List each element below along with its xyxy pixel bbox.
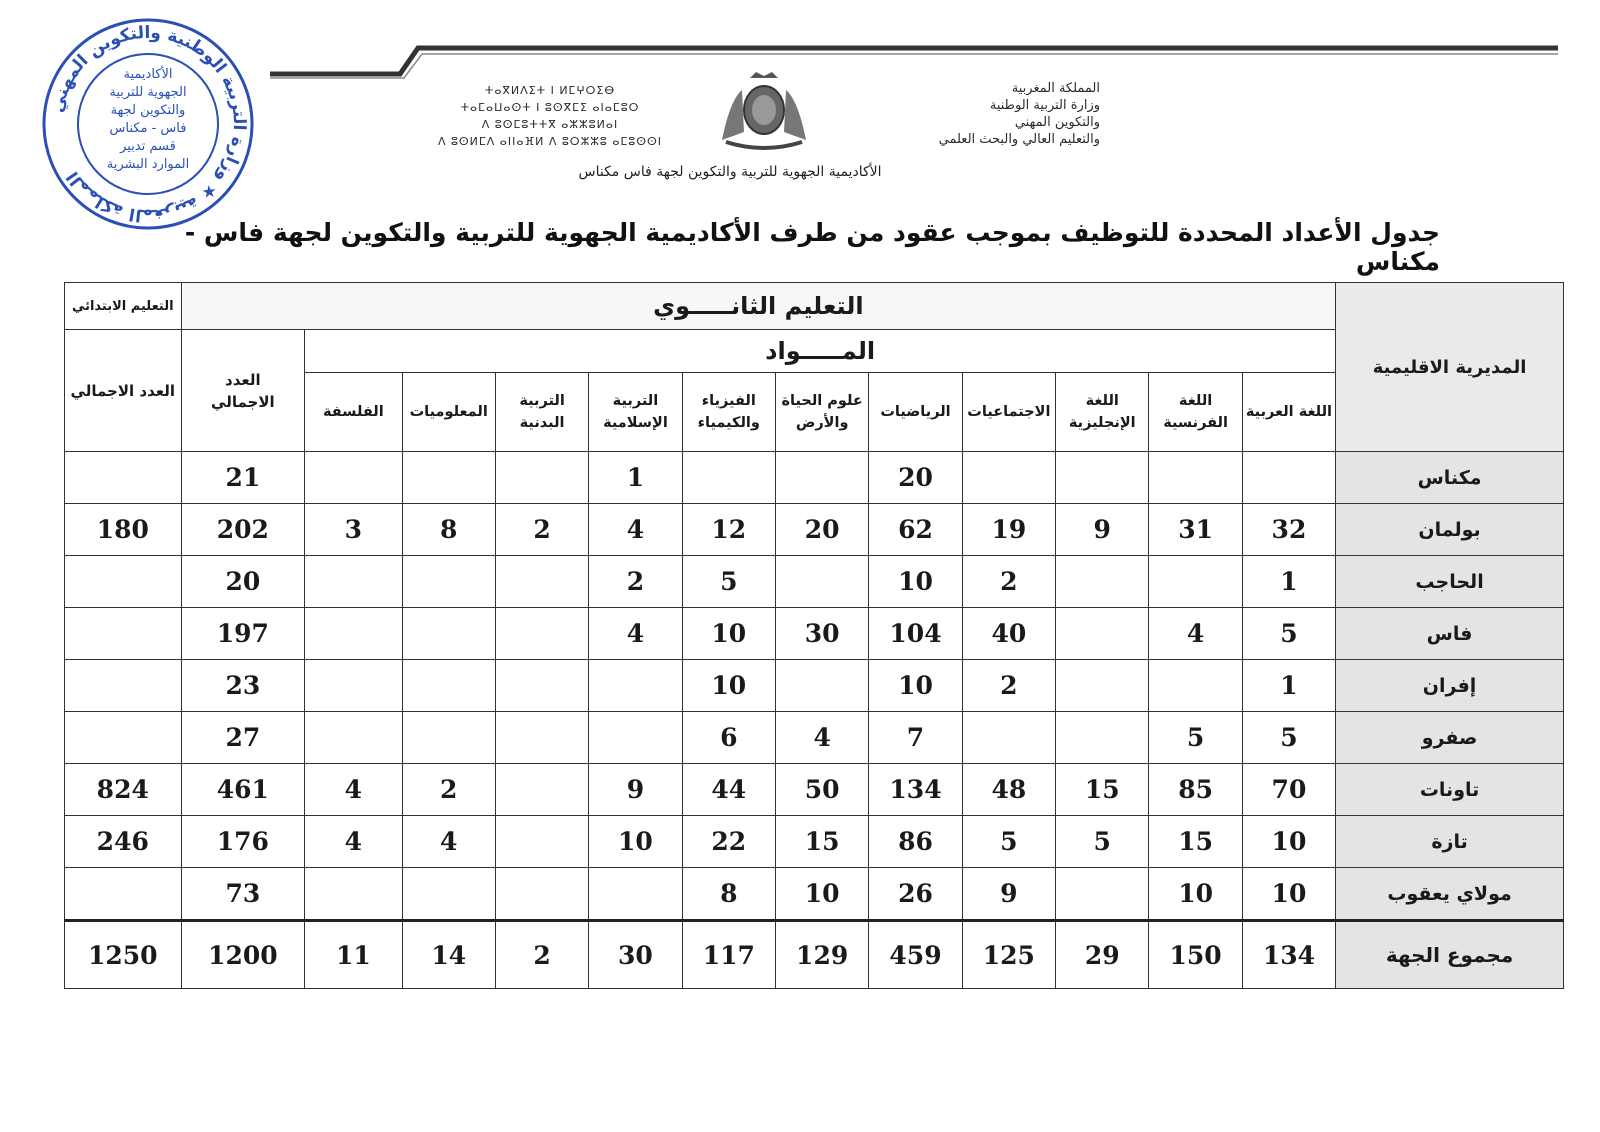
subject-count [1242,452,1335,504]
region-name: مجموع الجهة [1336,921,1564,989]
letterhead-line: وزارة التربية الوطنية [989,98,1100,113]
subject-count: 1 [1242,556,1335,608]
total-row [65,921,1564,989]
header-primary: التعليم الابتدائي [65,283,182,330]
primary-total: 180 [65,504,182,556]
subject-count: 10 [682,660,775,712]
subject-count: 10 [1242,868,1335,921]
primary-total: 246 [65,816,182,868]
subject-count: 30 [589,921,682,989]
subject-count [495,452,588,504]
subject-count: 1 [1242,660,1335,712]
secondary-total: 202 [181,504,305,556]
table-row [65,608,1564,660]
region-name: بولمان [1336,504,1564,556]
subject-count: 10 [869,660,962,712]
primary-total [65,712,182,764]
table-row [65,556,1564,608]
subject-count [402,712,495,764]
subject-count [1056,556,1149,608]
subject-count: 10 [775,868,868,921]
subject-count: 7 [869,712,962,764]
header-materials: المـــــواد [305,330,1336,373]
subject-count: 4 [589,504,682,556]
subject-header: اللغة العربية [1242,373,1335,452]
secondary-total: 23 [181,660,305,712]
subject-header: الفلسفة [305,373,402,452]
subject-count [589,868,682,921]
subject-count: 70 [1242,764,1335,816]
region-name: الحاجب [1336,556,1564,608]
subject-header: اللغة الفرنسية [1149,373,1242,452]
subject-count [402,868,495,921]
subject-count: 10 [869,556,962,608]
seal-line: قسم تدبير [120,139,176,154]
letterhead-line: المملكة المغربية [1011,81,1100,96]
subject-count: 9 [589,764,682,816]
subject-count: 129 [775,921,868,989]
subject-count [682,452,775,504]
secondary-total: 461 [181,764,305,816]
subject-count: 134 [1242,921,1335,989]
table-body [65,452,1564,989]
subject-count: 20 [775,504,868,556]
subject-count: 9 [1056,504,1149,556]
subject-count: 2 [962,556,1055,608]
subject-count [402,556,495,608]
region-name: فاس [1336,608,1564,660]
subject-count: 2 [495,504,588,556]
primary-total [65,556,182,608]
subject-count [305,556,402,608]
subject-count: 150 [1149,921,1242,989]
subject-count [775,452,868,504]
subject-count [1149,556,1242,608]
region-name: تاونات [1336,764,1564,816]
subject-count [305,868,402,921]
table-row [65,712,1564,764]
subject-count: 6 [682,712,775,764]
subject-count: 12 [682,504,775,556]
subject-count [1056,660,1149,712]
region-name: مولاي يعقوب [1336,868,1564,921]
letterhead-line: والتكوين المهني [1014,115,1100,130]
letterhead-tifinagh [400,82,700,150]
subject-count [495,712,588,764]
primary-total [65,868,182,921]
subject-count: 459 [869,921,962,989]
subject-count [495,660,588,712]
seal-ring-text: المملكة المغربية ★ وزارة التربية الوطنية والتكوين المهني [47,22,250,226]
secondary-total: 197 [181,608,305,660]
subject-count: 8 [682,868,775,921]
subject-count: 8 [402,504,495,556]
subject-count: 5 [1056,816,1149,868]
region-name: إفران [1336,660,1564,712]
subject-count: 4 [589,608,682,660]
subject-count [589,660,682,712]
subject-count: 48 [962,764,1055,816]
table-row [65,660,1564,712]
subject-count: 85 [1149,764,1242,816]
subject-count: 4 [305,816,402,868]
seal-line: والتكوين لجهة [110,103,186,118]
subject-count: 22 [682,816,775,868]
subject-count: 10 [1242,816,1335,868]
subject-count [1149,452,1242,504]
subject-count [1056,712,1149,764]
subject-count: 5 [962,816,1055,868]
subject-count [775,556,868,608]
subject-count: 2 [589,556,682,608]
subject-count: 15 [1056,764,1149,816]
table-row [65,452,1564,504]
seal-line: الجهوية للتربية [109,85,187,100]
primary-total: 824 [65,764,182,816]
subject-count: 10 [589,816,682,868]
subject-header: المعلوميات [402,373,495,452]
subject-count: 40 [962,608,1055,660]
primary-total [65,452,182,504]
seal-line: الموارد البشرية [106,157,190,172]
table-row [65,816,1564,868]
primary-total [65,660,182,712]
subject-header: التربية البدنية [495,373,588,452]
subject-count: 20 [869,452,962,504]
academy-name: الأكاديمية الجهوية للتربية والتكوين لجهة فاس مكناس [578,164,882,180]
subject-count: 10 [1149,868,1242,921]
letterhead-line: ⵜⴰⴳⵍⴷⵉⵜ ⵏ ⵍⵎⵖⵔⵉⴱ [484,84,616,97]
header-rule [270,44,1558,80]
subject-count: 50 [775,764,868,816]
subject-count: 62 [869,504,962,556]
secondary-total: 73 [181,868,305,921]
subject-header: الاجتماعيات [962,373,1055,452]
subject-count: 5 [1149,712,1242,764]
subject-count [495,816,588,868]
subject-header: اللغة الإنجليزية [1056,373,1149,452]
subject-count: 2 [495,921,588,989]
primary-total [65,608,182,660]
subject-header: علوم الحياة والأرض [775,373,868,452]
subject-count: 2 [402,764,495,816]
official-seal [40,16,256,232]
subject-count [402,660,495,712]
subject-count: 5 [1242,712,1335,764]
subject-count: 15 [775,816,868,868]
subject-count [402,608,495,660]
subject-count [495,764,588,816]
subject-count: 10 [682,608,775,660]
header-secondary: التعليم الثانـــــوي [181,283,1336,330]
subject-count: 2 [962,660,1055,712]
secondary-total: 21 [181,452,305,504]
subject-count [1149,660,1242,712]
secondary-total: 176 [181,816,305,868]
subject-count: 30 [775,608,868,660]
subject-count: 32 [1242,504,1335,556]
subject-count [305,608,402,660]
subject-count: 134 [869,764,962,816]
subject-count: 19 [962,504,1055,556]
letterhead-line: والتعليم العالي والبحث العلمي [938,132,1100,147]
letterhead-line: ⵜⴰⵎⴰⵡⴰⵙⵜ ⵏ ⵓⵙⴳⵎⵉ ⴰⵏⴰⵎⵓⵔ [460,101,640,114]
subject-count: 44 [682,764,775,816]
region-name: مكناس [1336,452,1564,504]
subject-count: 104 [869,608,962,660]
subject-count: 4 [775,712,868,764]
subject-count [962,452,1055,504]
table-row [65,504,1564,556]
subject-count: 4 [402,816,495,868]
subject-count: 31 [1149,504,1242,556]
secondary-total: 1200 [181,921,305,989]
subject-count [495,868,588,921]
subject-count: 86 [869,816,962,868]
document-title: جدول الأعداد المحددة للتوظيف بموجب عقود من طرف الأكاديمية الجهوية للتربية والتكوين لجهة فاس - مكناس [184,218,1440,276]
subject-count: 15 [1149,816,1242,868]
seal-line: فاس - مكناس [109,121,187,136]
subject-header: الرياضيات [869,373,962,452]
subject-count [1056,452,1149,504]
subject-count: 29 [1056,921,1149,989]
seal-line: الأكاديمية [123,67,173,82]
header-secondary-total: العدد الاجمالي [181,330,305,452]
subject-count [305,452,402,504]
subject-header: الفيزياء والكيمياء [682,373,775,452]
subject-count [1056,608,1149,660]
subject-count [305,712,402,764]
subject-count [305,660,402,712]
subject-count: 5 [1242,608,1335,660]
subject-count [495,608,588,660]
subject-count: 5 [682,556,775,608]
letterhead-arabic [830,80,1100,148]
header-primary-total: العدد الاجمالي [65,330,182,452]
subject-count [1056,868,1149,921]
coat-of-arms-icon [712,70,816,154]
primary-total: 1250 [65,921,182,989]
region-name: تازة [1336,816,1564,868]
subject-count: 4 [305,764,402,816]
subject-count [495,556,588,608]
subject-count: 117 [682,921,775,989]
subject-count [775,660,868,712]
secondary-total: 20 [181,556,305,608]
subject-count: 14 [402,921,495,989]
subject-count: 3 [305,504,402,556]
recruitment-table [64,282,1564,989]
subject-count [962,712,1055,764]
table-row [65,764,1564,816]
letterhead-line: ⴷ ⵓⵙⵍⵎⴷ ⴰⵏⵏⴰⴼⵍ ⴷ ⵓⵔⵣⵣⵓ ⴰⵎⵓⵙⵙⵏ [437,135,663,148]
table-row [65,868,1564,921]
subject-count: 125 [962,921,1055,989]
subject-count [402,452,495,504]
region-name: صفرو [1336,712,1564,764]
header-region: المديرية الاقليمية [1336,283,1564,452]
subject-count: 26 [869,868,962,921]
subject-count [589,712,682,764]
subject-count: 1 [589,452,682,504]
subject-count: 9 [962,868,1055,921]
subject-header: التربية الإسلامية [589,373,682,452]
subject-count: 11 [305,921,402,989]
letterhead-line: ⴷ ⵓⵙⵎⵓⵜⵜⴳ ⴰⵣⵣⵓⵍⴰⵏ [481,118,619,131]
subject-count: 4 [1149,608,1242,660]
secondary-total: 27 [181,712,305,764]
